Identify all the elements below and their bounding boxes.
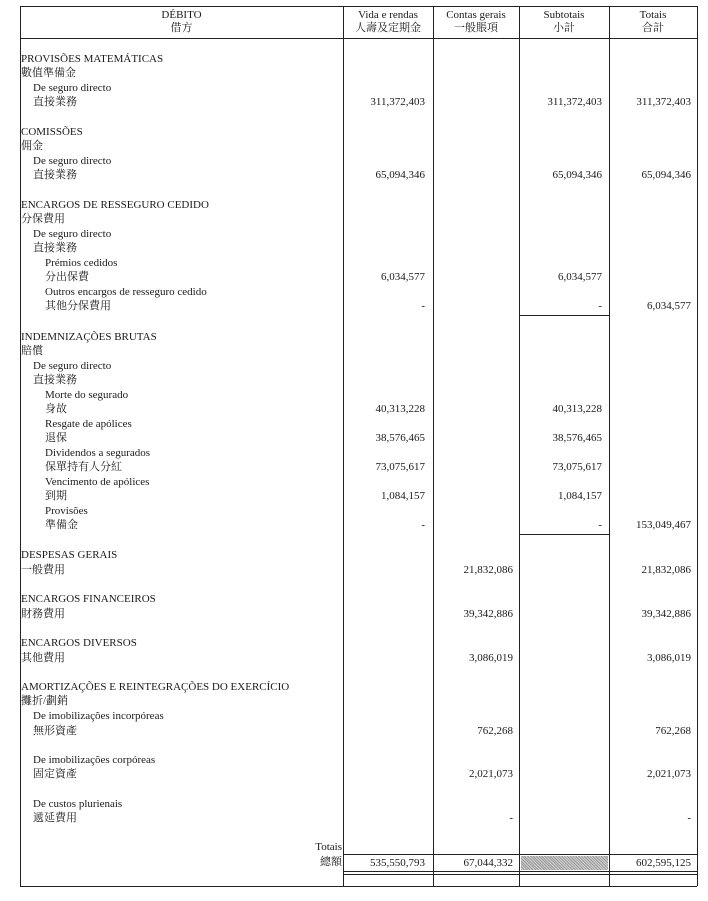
row-label: De imobilizações incorpóreas <box>33 710 164 722</box>
row-label: De seguro directo <box>33 228 112 240</box>
row-label: 直接業務 <box>33 96 77 108</box>
value-gerais: 21,832,086 <box>463 564 513 576</box>
row-label: 分出保費 <box>45 271 89 283</box>
value-gerais: - <box>509 812 513 824</box>
row-label: 賠償 <box>21 345 43 357</box>
section-heading: ENCARGOS DE RESSEGURO CEDIDO <box>21 199 209 211</box>
row-label: 分保費用 <box>21 213 65 225</box>
value-subtotal: 65,094,346 <box>552 169 602 181</box>
col-divider-vida <box>343 6 344 886</box>
value-total: 153,049,467 <box>636 519 691 531</box>
row-label: Provisões <box>45 505 88 517</box>
subtotal-rule-resseguro <box>519 315 609 316</box>
value-gerais: 2,021,073 <box>469 768 513 780</box>
row-label: Vencimento de apólices <box>45 476 150 488</box>
value-vida: 73,075,617 <box>375 461 425 473</box>
header-col-gerais <box>433 9 519 35</box>
row-label: 攤折/劃銷 <box>21 695 69 707</box>
section-heading: COMISSÕES <box>21 126 83 138</box>
value-total: 2,021,073 <box>647 768 691 780</box>
value-total: 39,342,886 <box>641 608 691 620</box>
value-vida: 40,313,228 <box>375 403 425 415</box>
row-label: 固定資產 <box>33 768 77 780</box>
value-total: 6,034,577 <box>647 300 691 312</box>
bottom-border <box>20 886 697 887</box>
row-label: Dividendos a segurados <box>45 447 151 459</box>
value-gerais: 3,086,019 <box>469 652 513 664</box>
header-total-pt: Totais <box>639 9 667 21</box>
header-gerais-zh: 一般賬項 <box>454 22 498 34</box>
value-vida: 1,084,157 <box>381 490 425 502</box>
row-label: 直接業務 <box>33 242 77 254</box>
header-subtotal-pt: Subtotais <box>543 9 585 21</box>
col-divider-gerais <box>433 6 434 886</box>
subtotal-rule-indemnizacoes <box>519 534 609 535</box>
value-total: 65,094,346 <box>641 169 691 181</box>
value-total: 311,372,403 <box>636 96 691 108</box>
section-heading: ENCARGOS DIVERSOS <box>21 637 137 649</box>
row-label: De seguro directo <box>33 155 112 167</box>
value-subtotal: 6,034,577 <box>558 271 602 283</box>
row-label: 其他分保費用 <box>45 300 111 312</box>
value-total: 762,268 <box>655 725 691 737</box>
row-label: 退保 <box>45 432 67 444</box>
header-gerais-pt: Contas gerais <box>446 9 506 21</box>
row-label: De imobilizações corpóreas <box>33 754 156 766</box>
totals-double-rule-2 <box>343 874 697 875</box>
value-vida: - <box>421 519 425 531</box>
header-subtotal-zh: 小計 <box>553 22 575 34</box>
value-subtotal: 38,576,465 <box>552 432 602 444</box>
value-subtotal: 311,372,403 <box>547 96 602 108</box>
row-label: 到期 <box>45 490 67 502</box>
row-label: 無形資產 <box>33 725 77 737</box>
section-heading: DESPESAS GERAIS <box>21 549 118 561</box>
section-heading: ENCARGOS FINANCEIROS <box>21 593 156 605</box>
value-vida: 311,372,403 <box>370 96 425 108</box>
section-heading: INDEMNIZAÇÕES BRUTAS <box>21 331 157 343</box>
row-label: 直接業務 <box>33 374 77 386</box>
value-gerais: 39,342,886 <box>463 608 513 620</box>
value-subtotal: - <box>598 300 602 312</box>
row-label: 財務費用 <box>21 608 65 620</box>
value-subtotal: 73,075,617 <box>552 461 602 473</box>
row-label: 其他費用 <box>21 652 65 664</box>
section-heading: PROVISÕES MATEMÁTICAS <box>21 53 164 65</box>
row-label: De seguro directo <box>33 360 112 372</box>
row-label: Resgate de apólices <box>45 418 132 430</box>
row-label: De custos plurienais <box>33 798 123 810</box>
header-debit-pt: DÉBITO <box>161 9 202 21</box>
row-label: 準備金 <box>45 519 78 531</box>
value-vida: 65,094,346 <box>375 169 425 181</box>
value-total: 21,832,086 <box>641 564 691 576</box>
header-bottom-border <box>20 38 697 39</box>
header-col-vida <box>343 9 433 35</box>
value-vida: - <box>421 300 425 312</box>
row-label: Outros encargos de resseguro cedido <box>45 286 207 298</box>
row-label: 佣金 <box>21 140 43 152</box>
totals-vida: 535,550,793 <box>370 857 425 869</box>
row-label: Morte do segurado <box>45 389 129 401</box>
value-total: - <box>687 812 691 824</box>
header-debit-zh: 借方 <box>170 22 193 34</box>
section-heading: AMORTIZAÇÕES E REINTEGRAÇÕES DO EXERCÍCIO <box>21 681 290 693</box>
value-gerais: 762,268 <box>477 725 513 737</box>
value-total: 3,086,019 <box>647 652 691 664</box>
totals-double-rule-1 <box>343 871 697 872</box>
value-vida: 38,576,465 <box>375 432 425 444</box>
totals-gerais: 67,044,332 <box>463 857 513 869</box>
col-divider-subtotal <box>519 6 520 886</box>
top-border <box>20 6 697 7</box>
row-label: Prémios cedidos <box>45 257 118 269</box>
header-col-total <box>609 9 697 35</box>
subtotal-totals-shaded-cell <box>521 856 608 870</box>
header-col-subtotal <box>519 9 609 35</box>
row-label: 保單持有人分紅 <box>45 461 122 473</box>
header-total-zh: 合計 <box>642 22 664 34</box>
totals-label-zh: 總額 <box>320 856 342 868</box>
totals-total: 602,595,125 <box>636 857 691 869</box>
header-vida-pt: Vida e rendas <box>358 9 418 21</box>
totals-top-rule <box>343 854 697 855</box>
header-debit <box>20 9 343 35</box>
value-subtotal: - <box>598 519 602 531</box>
value-subtotal: 1,084,157 <box>558 490 602 502</box>
value-subtotal: 40,313,228 <box>552 403 602 415</box>
row-label: 遞延費用 <box>33 812 77 824</box>
row-label: 身故 <box>45 403 67 415</box>
row-label: 直接業務 <box>33 169 77 181</box>
col-divider-total <box>609 6 610 886</box>
totals-label: Totais <box>315 841 342 853</box>
row-label: 數值準備金 <box>21 67 76 79</box>
right-border <box>697 6 698 886</box>
row-label: De seguro directo <box>33 82 112 94</box>
header-vida-zh: 人壽及定期金 <box>355 22 421 34</box>
value-vida: 6,034,577 <box>381 271 425 283</box>
row-label: 一般費用 <box>21 564 65 576</box>
